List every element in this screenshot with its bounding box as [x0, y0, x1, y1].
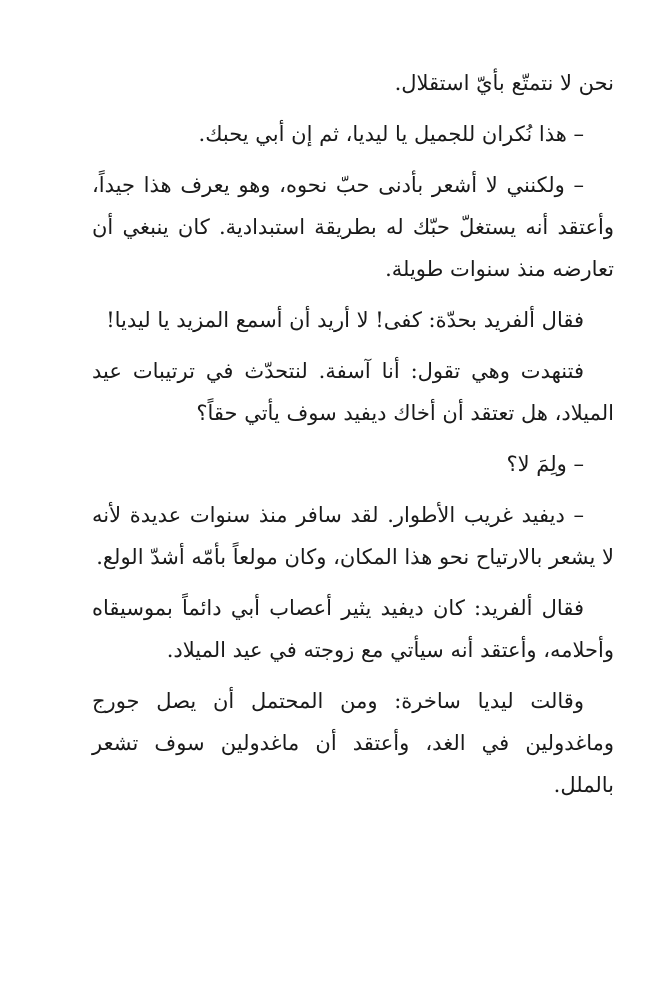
paragraph-9: وقالت ليديا ساخرة: ومن المحتمل أن يصل جورج وماغدولين في الغد، وأعتقد أن ماغدولين سوف تشعر بالملل.	[92, 689, 614, 797]
paragraph-6: – ولِمَ لا؟	[506, 452, 584, 476]
paragraph-1: نحن لا نتمتّع بأيّ استقلال.	[394, 71, 614, 95]
book-page	[92, 62, 614, 815]
paragraph-8: فقال ألفريد: كان ديفيد يثير أعصاب أبي دائماً بموسيقاه وأحلامه، وأعتقد أنه سيأتي مع زوجته في عيد الميلاد.	[92, 596, 614, 662]
paragraph-5: فتنهدت وهي تقول: أنا آسفة. لنتحدّث في ترتيبات عيد الميلاد، هل تعتقد أن أخاك ديفيد سوف يأتي حقاً؟	[92, 359, 614, 425]
paragraph-3: – ولكنني لا أشعر بأدنى حبّ نحوه، وهو يعرف هذا جيداً، وأعتقد أنه يستغلّ حبّك له بطريقة استبدادية. كان ينبغي أن تعارضه منذ سنوات طويلة.	[92, 173, 614, 281]
paragraph-4: فقال ألفريد بحدّة: كفى! لا أريد أن أسمع المزيد يا ليديا!	[106, 308, 584, 332]
paragraph-2: – هذا نُكران للجميل يا ليديا، ثم إن أبي يحبك.	[198, 122, 584, 146]
paragraph-7: – ديفيد غريب الأطوار. لقد سافر منذ سنوات عديدة لأنه لا يشعر بالارتياح نحو هذا المكان، وكان مولعاً بأمّه أشدّ الولع.	[92, 503, 614, 569]
